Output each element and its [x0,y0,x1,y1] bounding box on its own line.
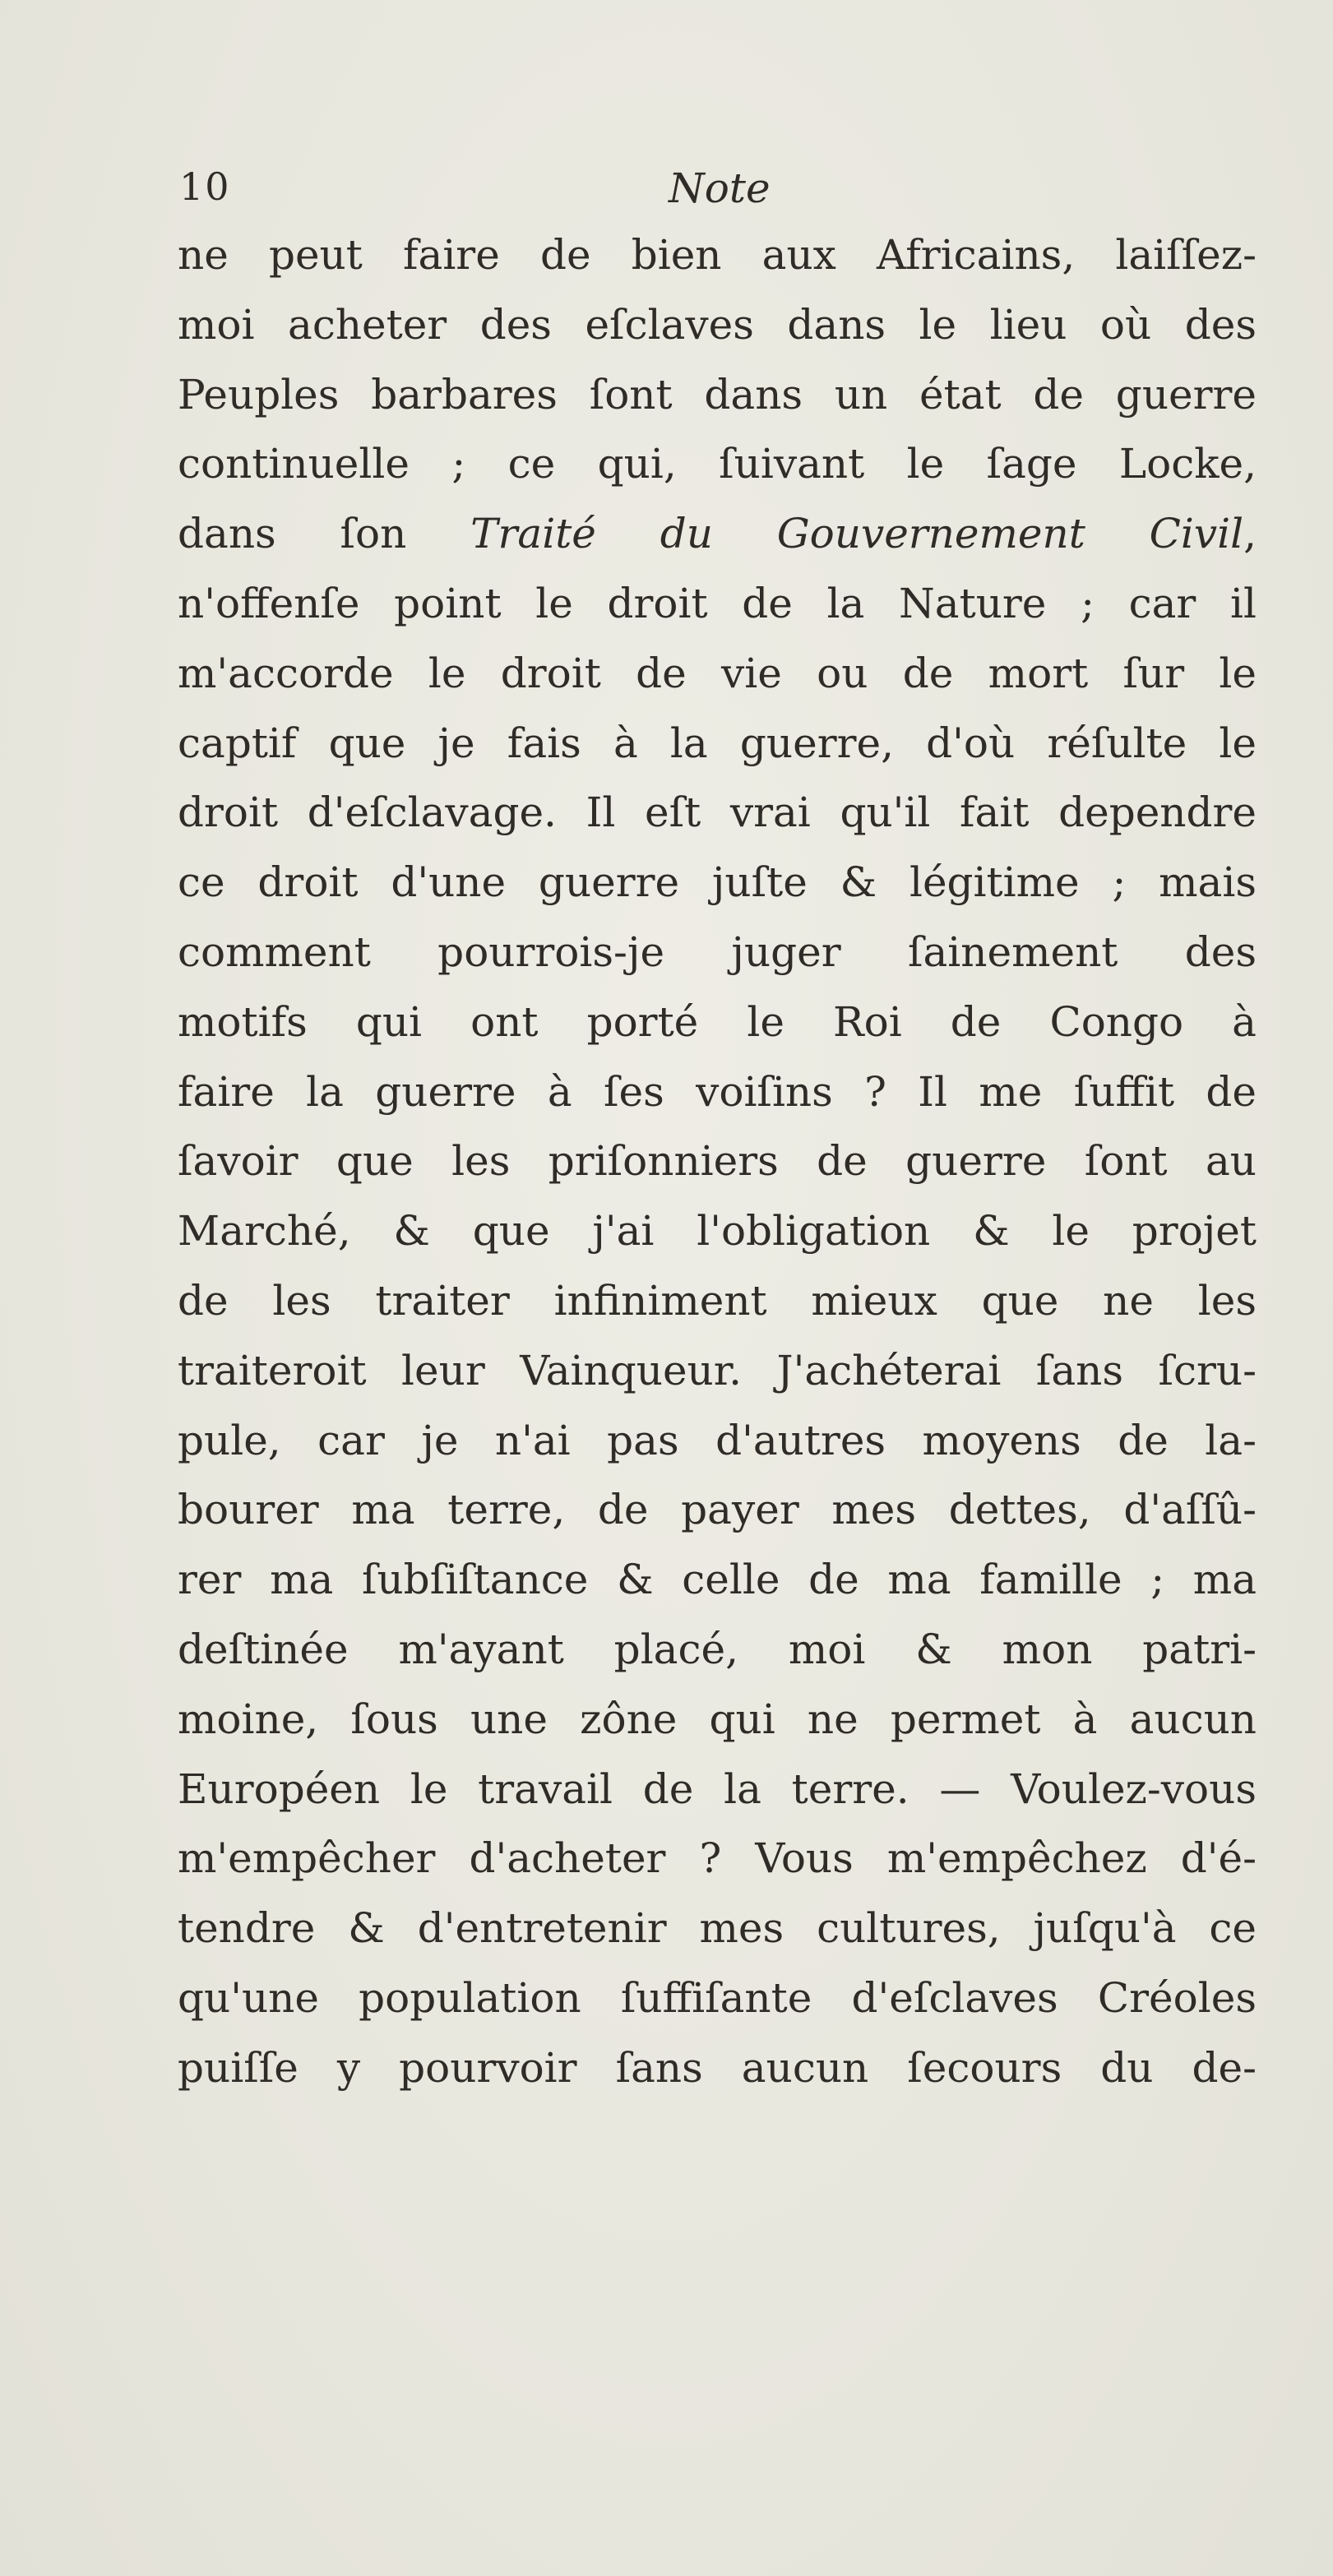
text-line: deſtinée m'ayant placé, moi & mon patri- [178,1625,1257,1673]
text-line: moine, ſous une zône qui ne permet à aucun [178,1695,1257,1743]
text-line: moi acheter des eſclaves dans le lieu où des [178,300,1257,349]
text-segment: , [1243,510,1257,558]
text-line: puiſſe y pourvoir ſans aucun ſecours du de- [178,2043,1257,2092]
text-line: droit d'eſclavage. Il eſt vrai qu'il fait dependre [178,789,1257,837]
text-line: comment pourrois-je juger ſainement des [178,927,1257,976]
text-line: tendre & d'entretenir mes cultures, juſqu'à ce [178,1904,1257,1953]
text-line: m'accorde le droit de vie ou de mort ſur le [178,649,1257,697]
text-line: faire la guerre à ſes voiſins ? Il me ſuffit de [178,1067,1257,1116]
text-line: n'offenſe point le droit de la Nature ; car il [178,579,1257,627]
book-title: Traité du Gouvernement Civil [470,510,1244,558]
text-line: ſavoir que les priſonniers de guerre ſont au [178,1137,1257,1186]
text-line: ce droit d'une guerre juſte & légitime ; mais [178,858,1257,907]
text-line: rer ma ſubſiſtance & celle de ma famille ; ma [178,1556,1257,1604]
text-line: motifs qui ont porté le Roi de Congo à [178,997,1257,1046]
text-line: bourer ma terre, de payer mes dettes, d'aſſû- [178,1486,1257,1534]
text-line: m'empêcher d'acheter ? Vous m'empêchez d'é- [178,1834,1257,1883]
text-line: pule, car je n'ai pas d'autres moyens de la- [178,1416,1257,1464]
body-text [178,220,1257,2103]
running-head: Note [669,164,771,212]
text-line-with-title [178,499,1257,569]
text-segment: dans ſon [178,510,471,558]
text-line: ne peut faire de bien aux Africains, laiſſez- [178,231,1257,279]
text-line: traiteroit leur Vainqueur. J'achéterai ſans ſcru- [178,1346,1257,1394]
text-line: de les traiter infiniment mieux que ne les [178,1276,1257,1325]
text-line: continuelle ; ce qui, ſuivant le ſage Locke, [178,440,1257,488]
page-number: 10 [179,164,231,209]
text-line: Peuples barbares ſont dans un état de guerre [178,370,1257,419]
text-line: Européen le travail de la terre. — Voulez-vous [178,1764,1257,1813]
text-line: Marché, & que j'ai l'obligation & le projet [178,1207,1257,1256]
text-line: captif que je fais à la guerre, d'où réſulte le [178,719,1257,767]
text-line: qu'une population ſuffiſante d'eſclaves Créoles [178,1973,1257,2022]
